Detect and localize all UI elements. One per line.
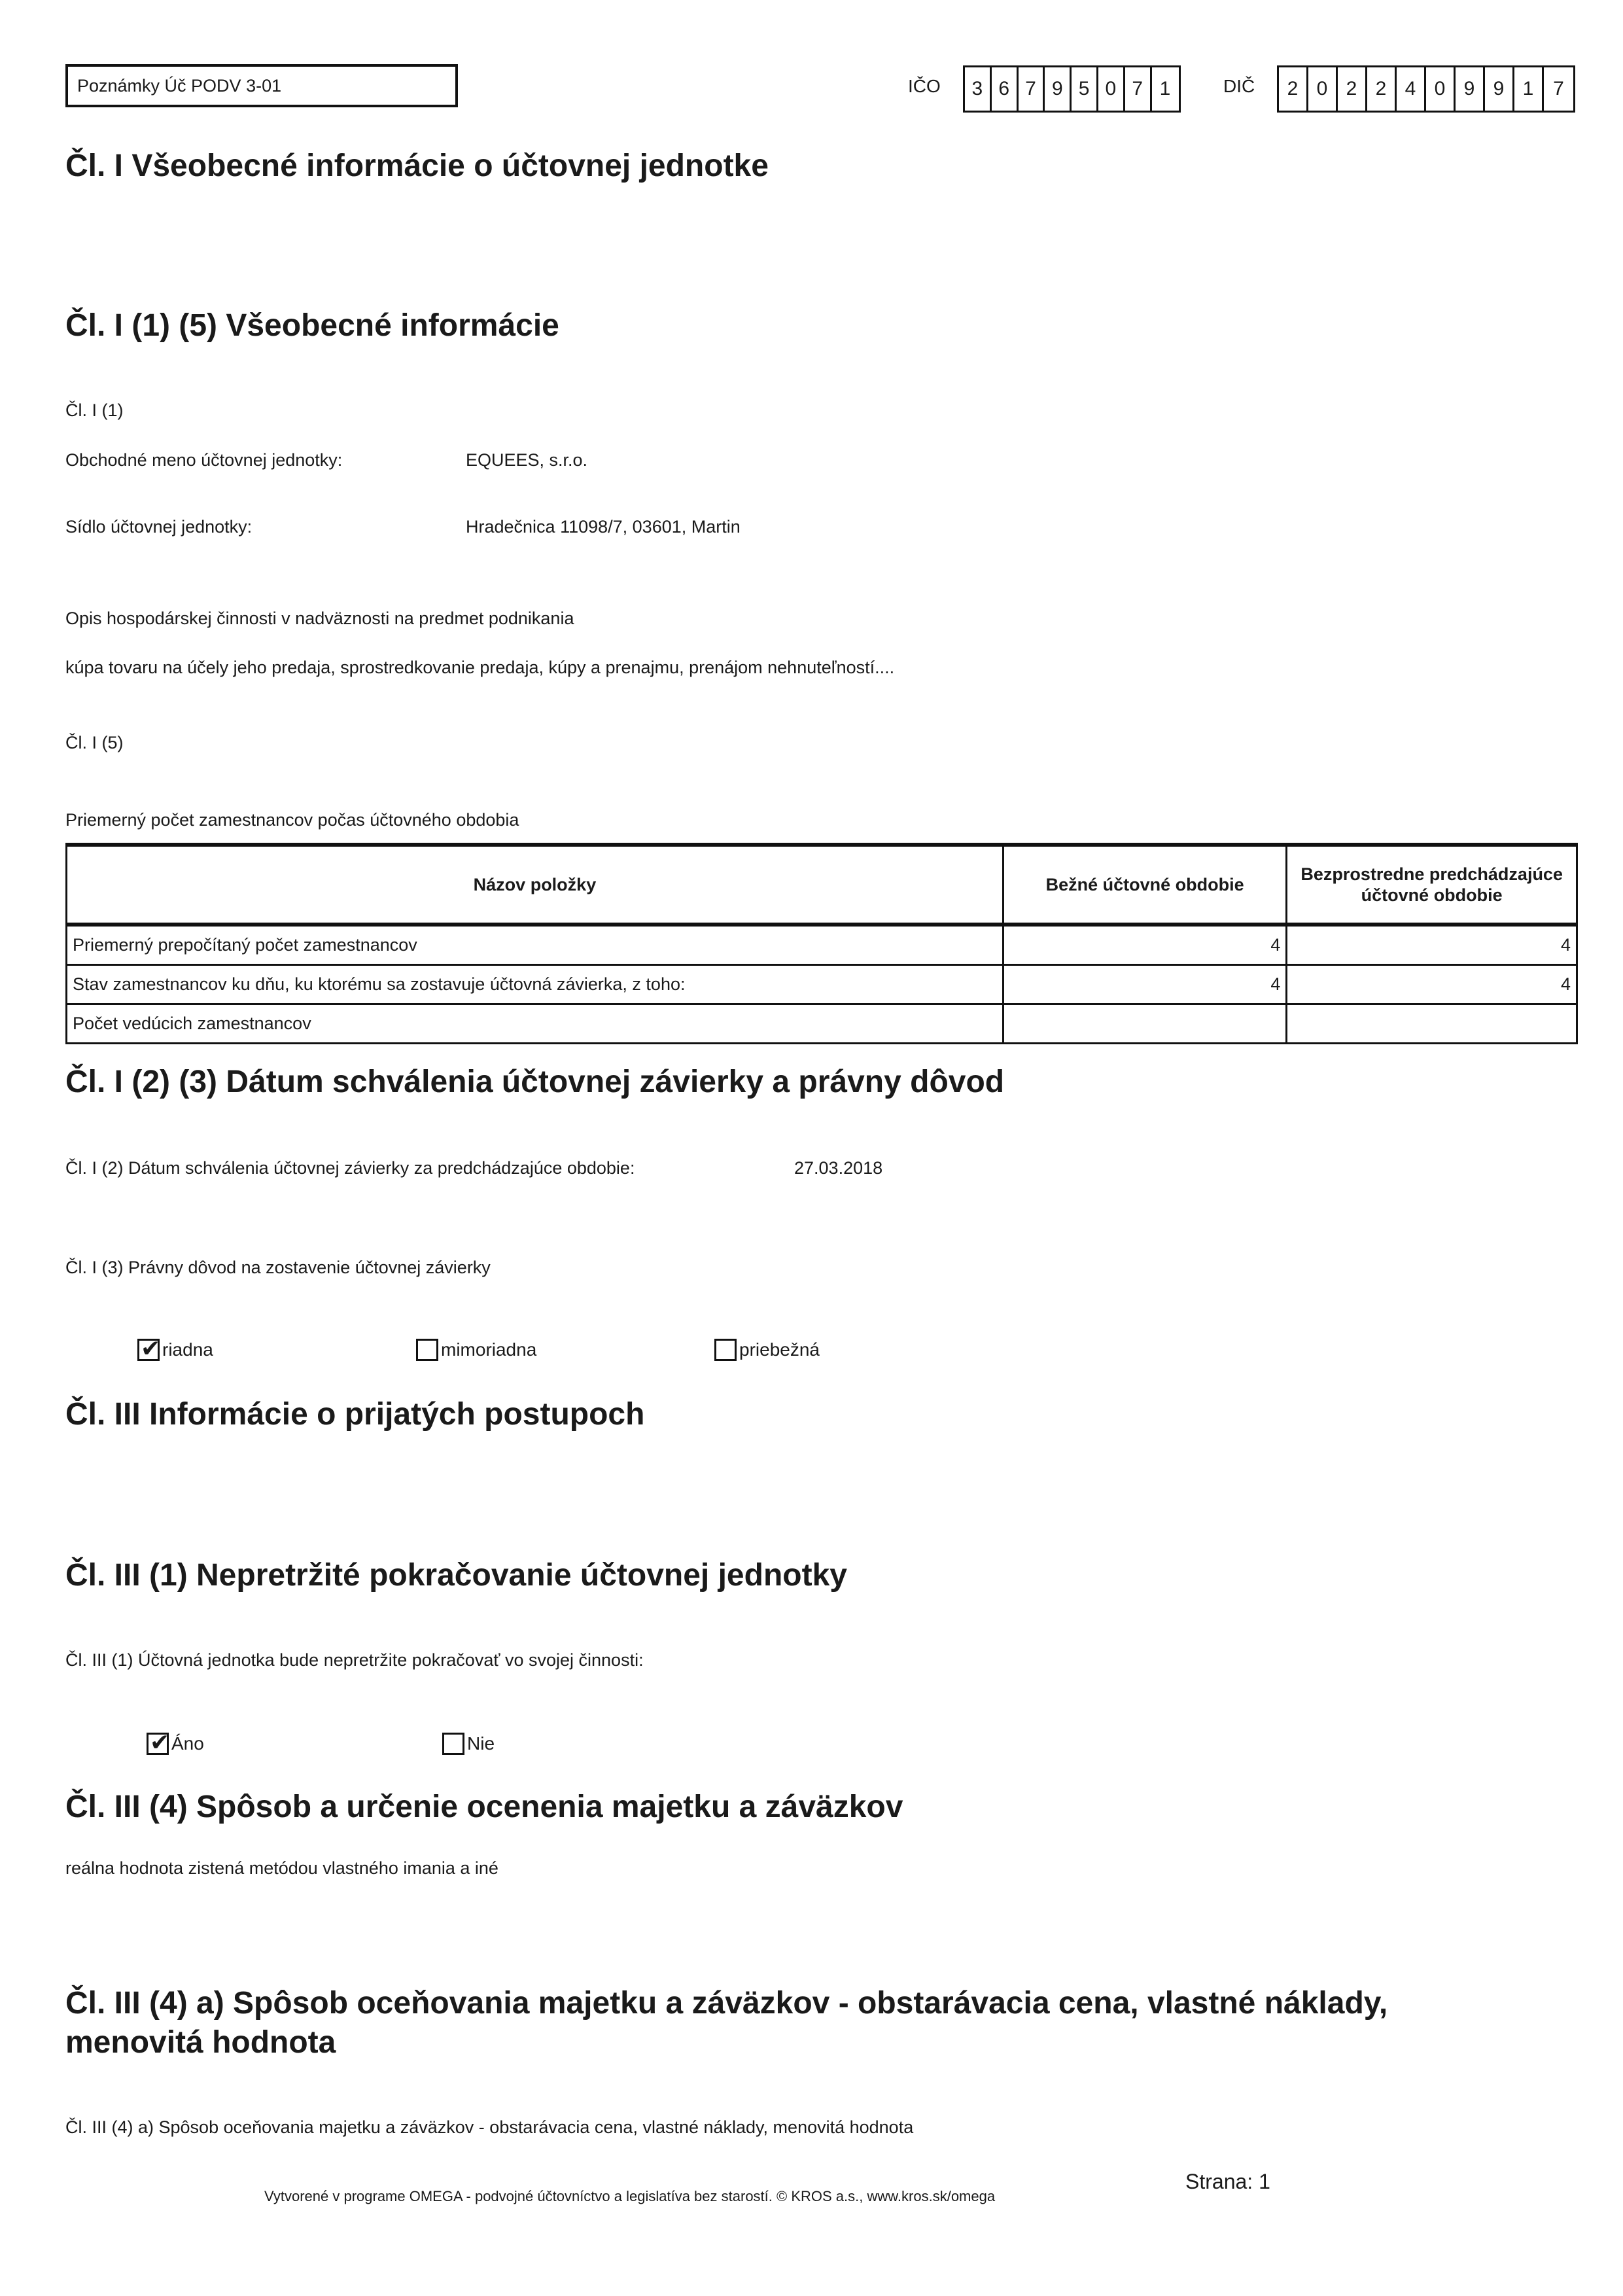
employees-label: Priemerný počet zamestnancov počas účtovného obdobia (65, 810, 519, 830)
ico-digit: 3 (965, 67, 992, 111)
table-row (67, 925, 1577, 965)
page-number: Strana: 1 (1185, 2170, 1270, 2193)
ico-digit: 1 (1159, 78, 1171, 99)
previous-period-value: 4 (1287, 965, 1577, 1004)
company-name-label: Obchodné meno účtovnej jednotky: (65, 450, 343, 470)
previous-period-value: 4 (1287, 925, 1577, 965)
ico-digit: 6 (992, 67, 1019, 111)
option-ano[interactable] (147, 1729, 204, 1756)
checkbox-priebezna[interactable] (714, 1339, 737, 1361)
dic-digit: 1 (1514, 67, 1544, 111)
approval-date-label: Čl. I (2) Dátum schválenia účtovnej závierky za predchádzajúce obdobie: (65, 1158, 635, 1178)
approval-date-value: 27.03.2018 (794, 1158, 883, 1178)
dic-digit: 2 (1338, 67, 1367, 111)
table-row (67, 965, 1577, 1004)
ico-digits (963, 65, 1181, 113)
activity-value: kúpa tovaru na účely jeho predaja, sprostredkovanie predaja, kúpy a prenajmu, prenájom nehnuteľností.... (65, 658, 895, 677)
dic-digit: 0 (1426, 67, 1456, 111)
ref-cl-i-1: Čl. I (1) (65, 400, 124, 420)
checkbox-mimoriadna[interactable] (416, 1339, 438, 1361)
dic-digit: 4 (1397, 67, 1426, 111)
row-name: Počet vedúcich zamestnancov (67, 1004, 1003, 1044)
ico-digit: 0 (1098, 67, 1125, 111)
ref-cl-i-5: Čl. I (5) (65, 733, 124, 752)
current-period-value: 4 (1003, 965, 1286, 1004)
option-label: Nie (467, 1733, 495, 1754)
column-header: Bezprostredne predchádzajúce účtovné obdobie (1287, 845, 1577, 925)
previous-period-value (1287, 1004, 1577, 1044)
dic-digit: 2 (1279, 67, 1308, 111)
section-3-4a-title-line2: menovitá hodnota (65, 2025, 336, 2060)
dic-digit: 7 (1553, 78, 1564, 99)
checkbox-riadna[interactable] (137, 1335, 161, 1362)
current-period-value: 4 (1003, 925, 1286, 965)
section-3-4-title: Čl. III (4) Spôsob a určenie ocenenia majetku a záväzkov (65, 1790, 903, 1824)
dic-digit: 9 (1485, 67, 1514, 111)
section-3-1-title: Čl. III (1) Nepretržité pokračovanie účtovnej jednotky (65, 1558, 847, 1593)
option-nie[interactable] (442, 1733, 495, 1755)
form-name-box: Poznámky Úč PODV 3-01 (65, 64, 458, 107)
continuation-question: Čl. III (1) Účtovná jednotka bude nepretržite pokračovať vo svojej činnosti: (65, 1650, 644, 1670)
dic-digit: 9 (1456, 67, 1485, 111)
dic-digit: 2 (1367, 67, 1397, 111)
legal-reason-label: Čl. I (3) Právny dôvod na zostavenie účtovnej závierky (65, 1258, 491, 1277)
dic-label: DIČ (1223, 76, 1255, 96)
check-icon: ✔ (150, 1729, 170, 1756)
ico-digit: 7 (1019, 67, 1045, 111)
table-row (67, 1004, 1577, 1044)
row-name: Stav zamestnancov ku dňu, ku ktorému sa zostavuje účtovná závierka, z toho: (67, 965, 1003, 1004)
company-name-value: EQUEES, s.r.o. (466, 450, 588, 470)
current-period-value (1003, 1004, 1286, 1044)
section-1-title: Čl. I Všeobecné informácie o účtovnej jednotke (65, 149, 769, 183)
checkbox-nie[interactable] (442, 1733, 464, 1755)
seat-label: Sídlo účtovnej jednotky: (65, 517, 253, 537)
ico-digit: 7 (1125, 67, 1152, 111)
option-label: Áno (171, 1733, 204, 1754)
section-3-4a-title-line1: Čl. III (4) a) Spôsob oceňovania majetku a záväzkov - obstarávacia cena, vlastné náklady, (65, 1986, 1388, 2021)
check-icon: ✔ (141, 1335, 161, 1362)
ico-digit: 5 (1072, 67, 1098, 111)
section-2-title: Čl. I (2) (3) Dátum schválenia účtovnej závierky a právny dôvod (65, 1065, 1005, 1099)
column-header: Názov položky (67, 845, 1003, 925)
option-mimoriadna[interactable] (416, 1339, 536, 1361)
footer-credit: Vytvorené v programe OMEGA - podvojné účtovníctvo a legislatíva bez starostí. © KROS a.s., www.kros.sk/omega (264, 2188, 996, 2204)
ico-digit: 9 (1045, 67, 1072, 111)
option-label: riadna (162, 1339, 213, 1360)
section-3-title: Čl. III Informácie o prijatých postupoch (65, 1397, 645, 1432)
dic-digit: 0 (1308, 67, 1338, 111)
activity-label: Opis hospodárskej činnosti v nadväznosti na predmet podnikania (65, 609, 574, 628)
valuation-method-text: reálna hodnota zistená metódou vlastného imania a iné (65, 1858, 498, 1878)
ico-label: IČO (908, 76, 941, 96)
option-label: mimoriadna (441, 1339, 537, 1360)
employees-table (65, 843, 1578, 1044)
option-priebezna[interactable] (714, 1339, 820, 1361)
dic-digits (1277, 65, 1575, 113)
section-3-4a-text: Čl. III (4) a) Spôsob oceňovania majetku a záväzkov - obstarávacia cena, vlastné náklady, menovitá hodnota (65, 2117, 914, 2137)
option-label: priebežná (739, 1339, 820, 1360)
table-header-row (67, 845, 1577, 925)
option-riadna[interactable] (137, 1335, 213, 1362)
row-name: Priemerný prepočítaný počet zamestnancov (67, 925, 1003, 965)
seat-value: Hradečnica 11098/7, 03601, Martin (466, 517, 741, 537)
checkbox-ano[interactable] (147, 1729, 170, 1756)
column-header: Bežné účtovné obdobie (1003, 845, 1286, 925)
section-1-subtitle: Čl. I (1) (5) Všeobecné informácie (65, 308, 559, 343)
